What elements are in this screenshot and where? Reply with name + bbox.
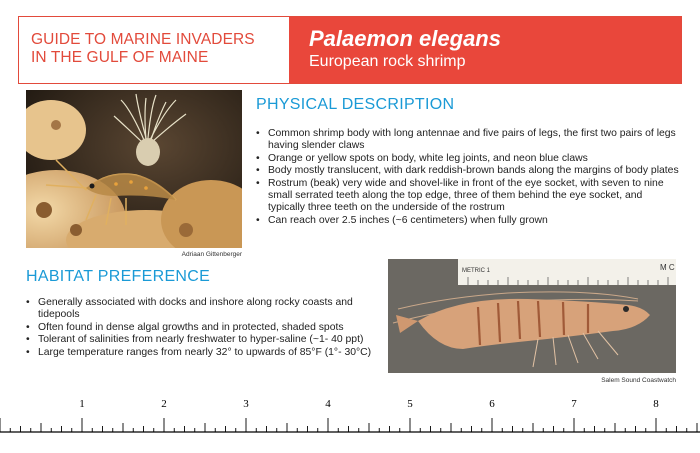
ruler-label: 6 xyxy=(489,398,495,410)
list-item: • Common shrimp body with long antennae and five pairs of legs, the first two pairs of legs having slender claws xyxy=(256,128,681,153)
habitat-preference-list xyxy=(26,297,376,359)
ruler-label: 3 xyxy=(243,398,249,410)
physical-description-list xyxy=(256,128,681,227)
ruler-label: 5 xyxy=(407,398,413,410)
physical-description-heading: PHYSICAL DESCRIPTION xyxy=(256,96,455,113)
list-item: • Body mostly translucent, with dark reddish-brown bands along the margins of body plates xyxy=(256,165,681,177)
photo1-credit: Adriaan Gittenberger xyxy=(181,251,242,258)
common-name: European rock shrimp xyxy=(309,53,466,70)
ruler-label: 8 xyxy=(653,398,659,410)
list-item: • Can reach over 2.5 inches (~6 centimeters) when fully grown xyxy=(256,215,681,227)
list-item: • Large temperature ranges from nearly 32° to upwards of 85°F (1°- 30°C) xyxy=(26,347,376,359)
scientific-name: Palaemon elegans xyxy=(309,26,501,51)
species-title-box xyxy=(289,17,681,83)
photo2-credit: Salem Sound Coastwatch xyxy=(601,377,676,384)
list-item: • Rostrum (beak) very wide and shovel-like in front of the eye socket, with seven to nine small serrated teeth along the top edge, three of them behind the eye socket, and typically three teeth on the underside of the rostrum xyxy=(256,178,681,215)
ruler-label: 1 xyxy=(79,398,85,410)
specimen-scale-mark: M C xyxy=(660,263,675,272)
list-item: • Generally associated with docks and inshore along rocky coasts and tidepools xyxy=(26,297,376,322)
shrimp-photo-underwater xyxy=(26,90,242,248)
guide-title-line2: IN THE GULF OF MAINE xyxy=(31,49,209,66)
shrimp-photo-specimen xyxy=(388,259,676,373)
ruler-label: 7 xyxy=(571,398,577,410)
list-item: • Tolerant of salinities from nearly freshwater to hyper-saline (~1- 40 ppt) xyxy=(26,334,376,346)
guide-title xyxy=(19,17,289,83)
habitat-preference-heading: HABITAT PREFERENCE xyxy=(26,268,211,285)
list-item: • Orange or yellow spots on body, white leg joints, and neon blue claws xyxy=(256,153,681,165)
guide-title-line1: GUIDE TO MARINE INVADERS xyxy=(31,31,255,48)
inch-ruler xyxy=(0,392,700,453)
ruler-label: 2 xyxy=(161,398,167,410)
specimen-scale-label: METRIC 1 xyxy=(462,268,491,274)
title-banner xyxy=(18,16,682,84)
ruler-label: 4 xyxy=(325,398,331,410)
list-item: • Often found in dense algal growths and in protected, shaded spots xyxy=(26,322,376,334)
